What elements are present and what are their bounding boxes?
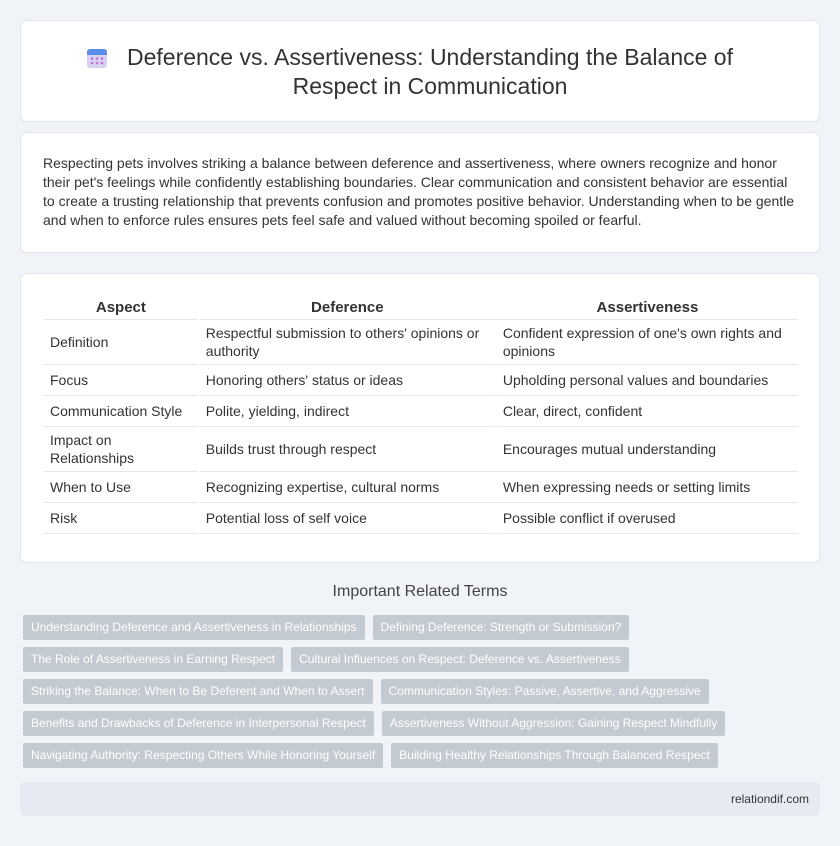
header-assertiveness: Assertiveness <box>497 297 798 320</box>
tag-row <box>23 711 725 736</box>
intro-paragraph: Respecting pets involves striking a balance between deference and assertiveness, where owners recognize and honor their pet's feelings while confidently establishing boundaries. Clear communication and consistent behavior are essential to create a trusting relationship that prevents confusion and promotes positive behavior. Understanding when to be gentle and when to enforce rules ensures pets feel safe and valued without becoming spoiled or fearful. <box>43 155 795 228</box>
page-title: Deference vs. Assertiveness: Understanding the Balance of Respect in Communication <box>126 44 733 99</box>
table-row <box>44 320 798 365</box>
related-term-tag[interactable]: Defining Deference: Strength or Submission? <box>373 615 630 640</box>
related-term-tag[interactable]: Assertiveness Without Aggression: Gaining Respect Mindfully <box>382 711 726 736</box>
assertiveness-cell: Confident expression of one's own rights and opinions <box>497 320 798 365</box>
deference-cell: Honoring others' status or ideas <box>200 365 495 396</box>
related-term-tag[interactable]: Understanding Deference and Assertiveness in Relationships <box>23 615 365 640</box>
table-header-row <box>44 297 798 320</box>
tag-row <box>23 679 709 704</box>
assertiveness-cell: Clear, direct, confident <box>497 396 798 427</box>
tag-row <box>23 615 629 640</box>
table-row <box>44 427 798 472</box>
related-term-tag[interactable]: Communication Styles: Passive, Assertive, and Aggressive <box>381 679 709 704</box>
footer <box>20 782 820 816</box>
related-term-tag[interactable]: Cultural Influences on Respect: Deference vs. Assertiveness <box>291 647 629 672</box>
aspect-cell: When to Use <box>44 472 198 503</box>
tag-row <box>23 647 629 672</box>
related-term-tag[interactable]: The Role of Assertiveness in Earning Respect <box>23 647 283 672</box>
related-term-tag[interactable]: Benefits and Drawbacks of Deference in Interpersonal Respect <box>23 711 374 736</box>
aspect-cell: Focus <box>44 365 198 396</box>
comparison-table <box>42 297 800 534</box>
table-row <box>44 396 798 427</box>
deference-cell: Respectful submission to others' opinions or authority <box>200 320 495 365</box>
related-term-tag[interactable]: Navigating Authority: Respecting Others While Honoring Yourself <box>23 743 383 768</box>
related-terms-title: Important Related Terms <box>332 583 508 600</box>
header-aspect: Aspect <box>44 297 198 320</box>
deference-cell: Builds trust through respect <box>200 427 495 472</box>
intro-card <box>20 132 820 253</box>
deference-cell: Recognizing expertise, cultural norms <box>200 472 495 503</box>
header-deference: Deference <box>200 297 495 320</box>
deference-cell: Polite, yielding, indirect <box>200 396 495 427</box>
assertiveness-cell: Upholding personal values and boundaries <box>497 365 798 396</box>
assertiveness-cell: Possible conflict if overused <box>497 503 798 534</box>
related-term-tag[interactable]: Building Healthy Relationships Through Balanced Respect <box>391 743 718 768</box>
related-term-tag[interactable]: Striking the Balance: When to Be Deferent and When to Assert <box>23 679 373 704</box>
table-row <box>44 503 798 534</box>
aspect-cell: Risk <box>44 503 198 534</box>
assertiveness-cell: When expressing needs or setting limits <box>497 472 798 503</box>
table-row <box>44 365 798 396</box>
title-card <box>20 20 820 122</box>
assertiveness-cell: Encourages mutual understanding <box>497 427 798 472</box>
aspect-cell: Communication Style <box>44 396 198 427</box>
comparison-card <box>20 273 820 563</box>
tag-row <box>23 743 718 768</box>
deference-cell: Potential loss of self voice <box>200 503 495 534</box>
table-row <box>44 472 798 503</box>
aspect-cell: Impact on Relationships <box>44 427 198 472</box>
footer-site-link[interactable]: relationdif.com <box>730 792 809 806</box>
aspect-cell: Definition <box>44 320 198 365</box>
